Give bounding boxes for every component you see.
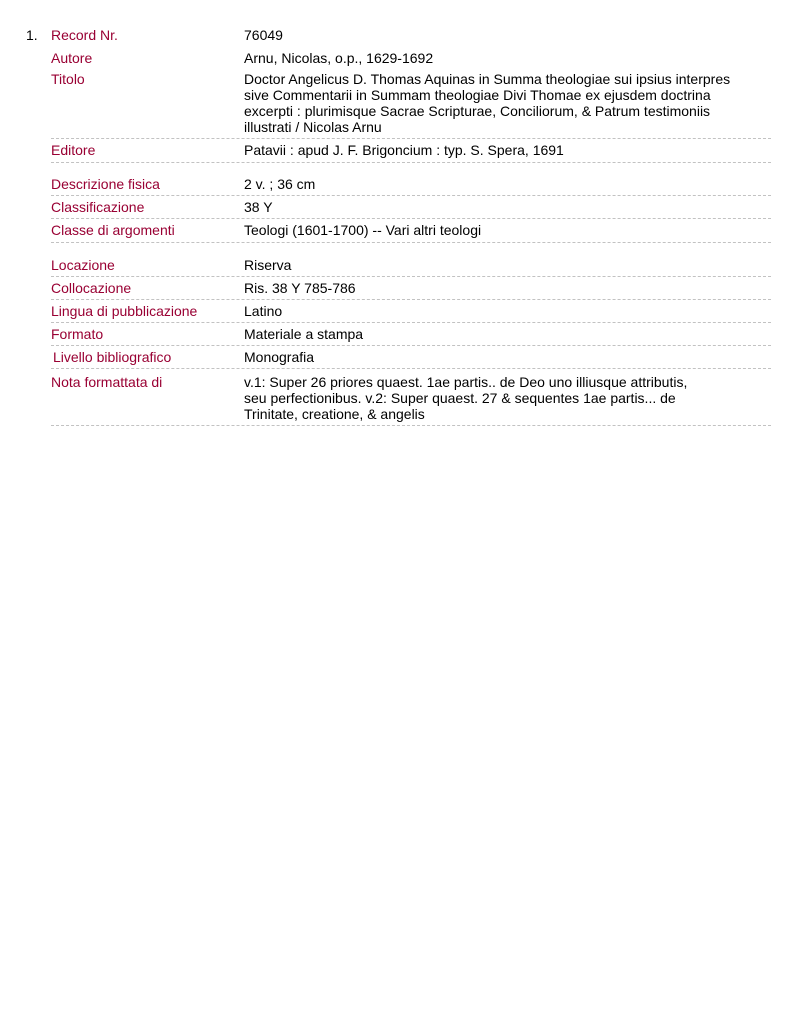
label-collocazione: Collocazione	[51, 280, 132, 296]
value-autore: Arnu, Nicolas, o.p., 1629-1692	[244, 50, 434, 66]
row-divider	[51, 322, 771, 323]
value-lingua-di-pubblicazione: Latino	[244, 303, 283, 319]
record-table	[51, 27, 771, 429]
value-descrizione-fisica: 2 v. ; 36 cm	[244, 176, 316, 192]
row-collocazione	[51, 280, 771, 296]
record-index: 1.	[26, 27, 38, 43]
label-record-nr: Record Nr.	[51, 27, 118, 43]
row-divider	[51, 345, 771, 346]
row-formato	[51, 326, 771, 342]
row-divider	[51, 195, 771, 196]
value-classe-di-argomenti: Teologi (1601-1700) -- Vari altri teologi	[244, 222, 482, 238]
label-classe-di-argomenti: Classe di argomenti	[51, 222, 175, 238]
label-descrizione-fisica: Descrizione fisica	[51, 176, 160, 192]
label-autore: Autore	[51, 50, 93, 66]
label-nota-formattata-di: Nota formattata di	[51, 374, 163, 390]
row-titolo	[51, 71, 771, 135]
label-formato: Formato	[51, 326, 104, 342]
value-titolo: Doctor Angelicus D. Thomas Aquinas in Summa theologiae sui ipsius interpres sive Commentarii in Summam theologiae Divi Thomae ex ejusdem doctrina excerpti : plurimisque Sacrae Scripturae, Conciliorum, & Patrum testimoniis illustrati / Nicolas Arnu	[244, 71, 731, 135]
row-editore	[51, 142, 771, 158]
label-titolo: Titolo	[51, 71, 85, 87]
row-divider	[51, 162, 771, 163]
value-editore: Patavii : apud J. F. Brigoncium : typ. S. Spera, 1691	[244, 142, 564, 158]
row-livello-bibliografico	[51, 349, 771, 365]
row-divider	[51, 425, 771, 426]
row-locazione	[51, 257, 771, 273]
row-autore	[51, 50, 771, 66]
row-classificazione	[51, 199, 771, 215]
row-record-nr	[51, 27, 771, 43]
row-divider	[51, 276, 771, 277]
row-divider	[51, 299, 771, 300]
row-divider	[51, 368, 771, 369]
value-record-nr: 76049	[244, 27, 283, 43]
row-divider	[51, 218, 771, 219]
label-locazione: Locazione	[51, 257, 115, 273]
row-nota-formattata-di	[51, 374, 771, 422]
label-livello-bibliografico: Livello bibliografico	[53, 349, 172, 365]
row-lingua-di-pubblicazione	[51, 303, 771, 319]
value-classificazione: 38 Y	[244, 199, 273, 215]
value-locazione: Riserva	[244, 257, 292, 273]
value-collocazione: Ris. 38 Y 785-786	[244, 280, 356, 296]
row-divider	[51, 242, 771, 243]
value-nota-formattata-di: v.1: Super 26 priores quaest. 1ae partis.. de Deo uno illiusque attributis, seu perfectionibus. v.2: Super quaest. 27 & sequentes 1ae partis... de Trinitate, creatione, & angelis	[244, 374, 688, 422]
row-divider	[51, 138, 771, 139]
value-formato: Materiale a stampa	[244, 326, 364, 342]
row-descrizione-fisica	[51, 176, 771, 192]
label-editore: Editore	[51, 142, 96, 158]
value-livello-bibliografico: Monografia	[244, 349, 315, 365]
row-classe-di-argomenti	[51, 222, 771, 238]
label-lingua-di-pubblicazione: Lingua di pubblicazione	[51, 303, 198, 319]
label-classificazione: Classificazione	[51, 199, 145, 215]
